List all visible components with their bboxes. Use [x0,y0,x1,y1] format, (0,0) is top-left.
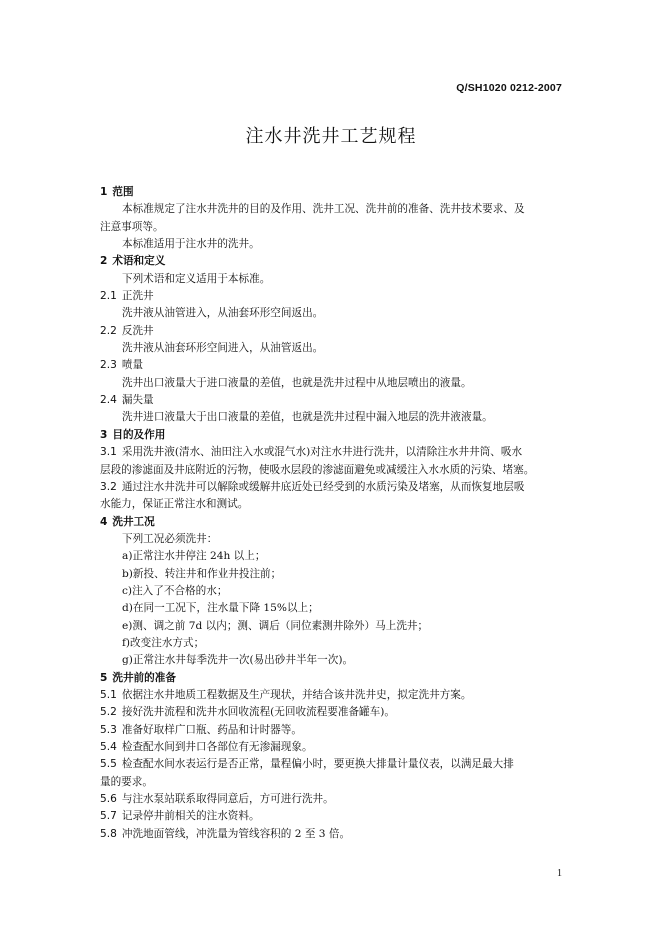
clause-line [100,323,561,340]
line-text: 漏失量 [121,394,154,407]
line-text: 范围 [112,186,134,198]
line-text: 接好洗井流程和洗井水回收流程(无回收流程要准备罐车)。 [121,706,395,719]
paragraph-line [100,409,561,426]
paragraph-line [100,583,561,600]
clause-number: 5.8 [100,827,117,840]
clause-line [100,687,561,704]
clause-line [100,357,561,374]
paragraph-line [100,531,561,548]
paragraph-line [100,201,561,218]
line-text: g)正常注水井每季洗井一次(易出砂井半年一次)。 [122,654,354,667]
clause-line [100,444,561,461]
line-text: c)注入了不合格的水； [122,584,228,597]
line-text: 洗井工况 [112,515,155,528]
document-title: 注水井洗井工艺规程 [245,126,417,147]
document-body [100,184,561,843]
clause-number: 5.2 [100,706,117,719]
clause-number: 3.1 [100,446,117,459]
line-text: 洗井液从油管进入，从油套环形空间返出。 [122,307,324,320]
section-heading [100,253,561,270]
line-text: 采用洗井液(清水、油田注入水或混气水)对注水井进行洗井，以清除注水井井筒、吸水 [121,446,523,459]
paragraph-line [100,496,561,513]
line-text: f)改变注水方式； [122,636,205,649]
line-text: 检查配水间水表运行是否正常，量程偏小时，要更换大排量计量仪表，以满足最大排 [121,758,514,771]
line-text: 目的及作用 [112,428,166,441]
line-text: 术语和定义 [112,255,166,268]
line-text: e)测、调之前 7d 以内；测、调后（同位素测井除外）马上洗井； [122,619,429,632]
clause-line [100,791,561,808]
paragraph-line [100,566,561,583]
line-text: 洗井液从油套环形空间进入，从油管返出。 [122,342,324,355]
paragraph-line [100,618,561,635]
line-text: 正洗井 [121,290,154,303]
line-text: 水能力，保证正常注水和测试。 [100,498,249,511]
clause-line [100,392,561,409]
line-text: 通过注水井洗井可以解除或缓解井底近处已经受到的水质污染及堵塞，从而恢复地层吸 [121,480,525,493]
paragraph-line [100,340,561,357]
clause-number: 5.6 [100,793,117,806]
paragraph-line [100,305,561,322]
line-text: 本标准规定了注水井洗井的目的及作用、洗井工况、洗井前的准备、洗井技术要求、及 [122,203,525,216]
line-text: a)正常注水井停注 24h 以上； [122,550,266,563]
line-text: 准备好取样广口瓶、药品和计时器等。 [121,723,302,736]
clause-number: 5.7 [100,810,117,823]
line-text: 量的要求。 [100,775,153,788]
line-text: 洗井前的准备 [112,671,176,684]
clause-number: 5 [100,671,108,684]
line-text: 下列工况必须洗井： [122,532,218,545]
line-text: d)在同一工况下，注水量下降 15%以上； [122,602,319,615]
line-text: 记录停井前相关的注水资料。 [121,810,260,823]
clause-number: 5.3 [100,723,117,736]
line-text: b)新投、转注井和作业井投注前； [122,567,282,580]
section-heading [100,184,561,201]
line-text: 依据注水井地质工程数据及生产现状，并结合该井洗井史，拟定洗井方案。 [121,688,472,701]
line-text: 洗井进口液量大于出口液量的差值，也就是洗井过程中漏入地层的洗井液液量。 [122,411,493,424]
line-text: 层段的渗滤面及井底附近的污物，使吸水层段的渗滤面避免或减缓注入水水质的污染、堵塞。 [100,463,535,476]
clause-number: 5.5 [100,758,117,771]
line-text: 洗井出口液量大于进口液量的差值，也就是洗井过程中从地层喷出的液量。 [122,376,472,389]
clause-number: 3 [100,428,108,441]
clause-number: 2.1 [100,290,117,303]
clause-number: 2.4 [100,394,117,407]
clause-line [100,739,561,756]
paragraph-line [100,635,561,652]
line-text: 下列术语和定义适用于本标准。 [122,272,271,285]
paragraph-line [100,548,561,565]
paragraph-line [100,236,561,253]
line-text: 反洗井 [121,324,154,337]
paragraph-line [100,652,561,669]
clause-number: 5.4 [100,741,117,753]
clause-line [100,722,561,739]
clause-number: 5.1 [100,688,117,701]
line-text: 本标准适用于注水井的洗井。 [122,238,260,251]
clause-number: 2 [100,255,108,268]
standard-code: Q/SH1020 0212-2007 [456,82,562,94]
page-number: 1 [557,868,562,879]
clause-number: 1 [100,186,108,198]
paragraph-line [100,219,561,236]
clause-line [100,479,561,496]
line-text: 注意事项等。 [100,220,164,233]
clause-number: 2.3 [100,359,117,372]
clause-line [100,704,561,721]
section-heading [100,670,561,687]
paragraph-line [100,271,561,288]
line-text: 冲洗地面管线，冲洗量为管线容积的 2 至 3 倍。 [121,827,351,840]
clause-number: 3.2 [100,480,117,493]
section-heading [100,427,561,444]
clause-number: 2.2 [100,324,117,337]
clause-line [100,288,561,305]
section-heading [100,514,561,531]
clause-line [100,826,561,843]
line-text: 检查配水间到井口各部位有无渗漏现象。 [121,741,313,753]
clause-number: 4 [100,515,108,528]
clause-line [100,756,561,773]
line-text: 与注水泵站联系取得同意后，方可进行洗井。 [121,793,334,806]
clause-line [100,808,561,825]
paragraph-line [100,600,561,617]
paragraph-line [100,462,561,479]
line-text: 喷量 [121,359,144,372]
paragraph-line [100,774,561,791]
paragraph-line [100,375,561,392]
